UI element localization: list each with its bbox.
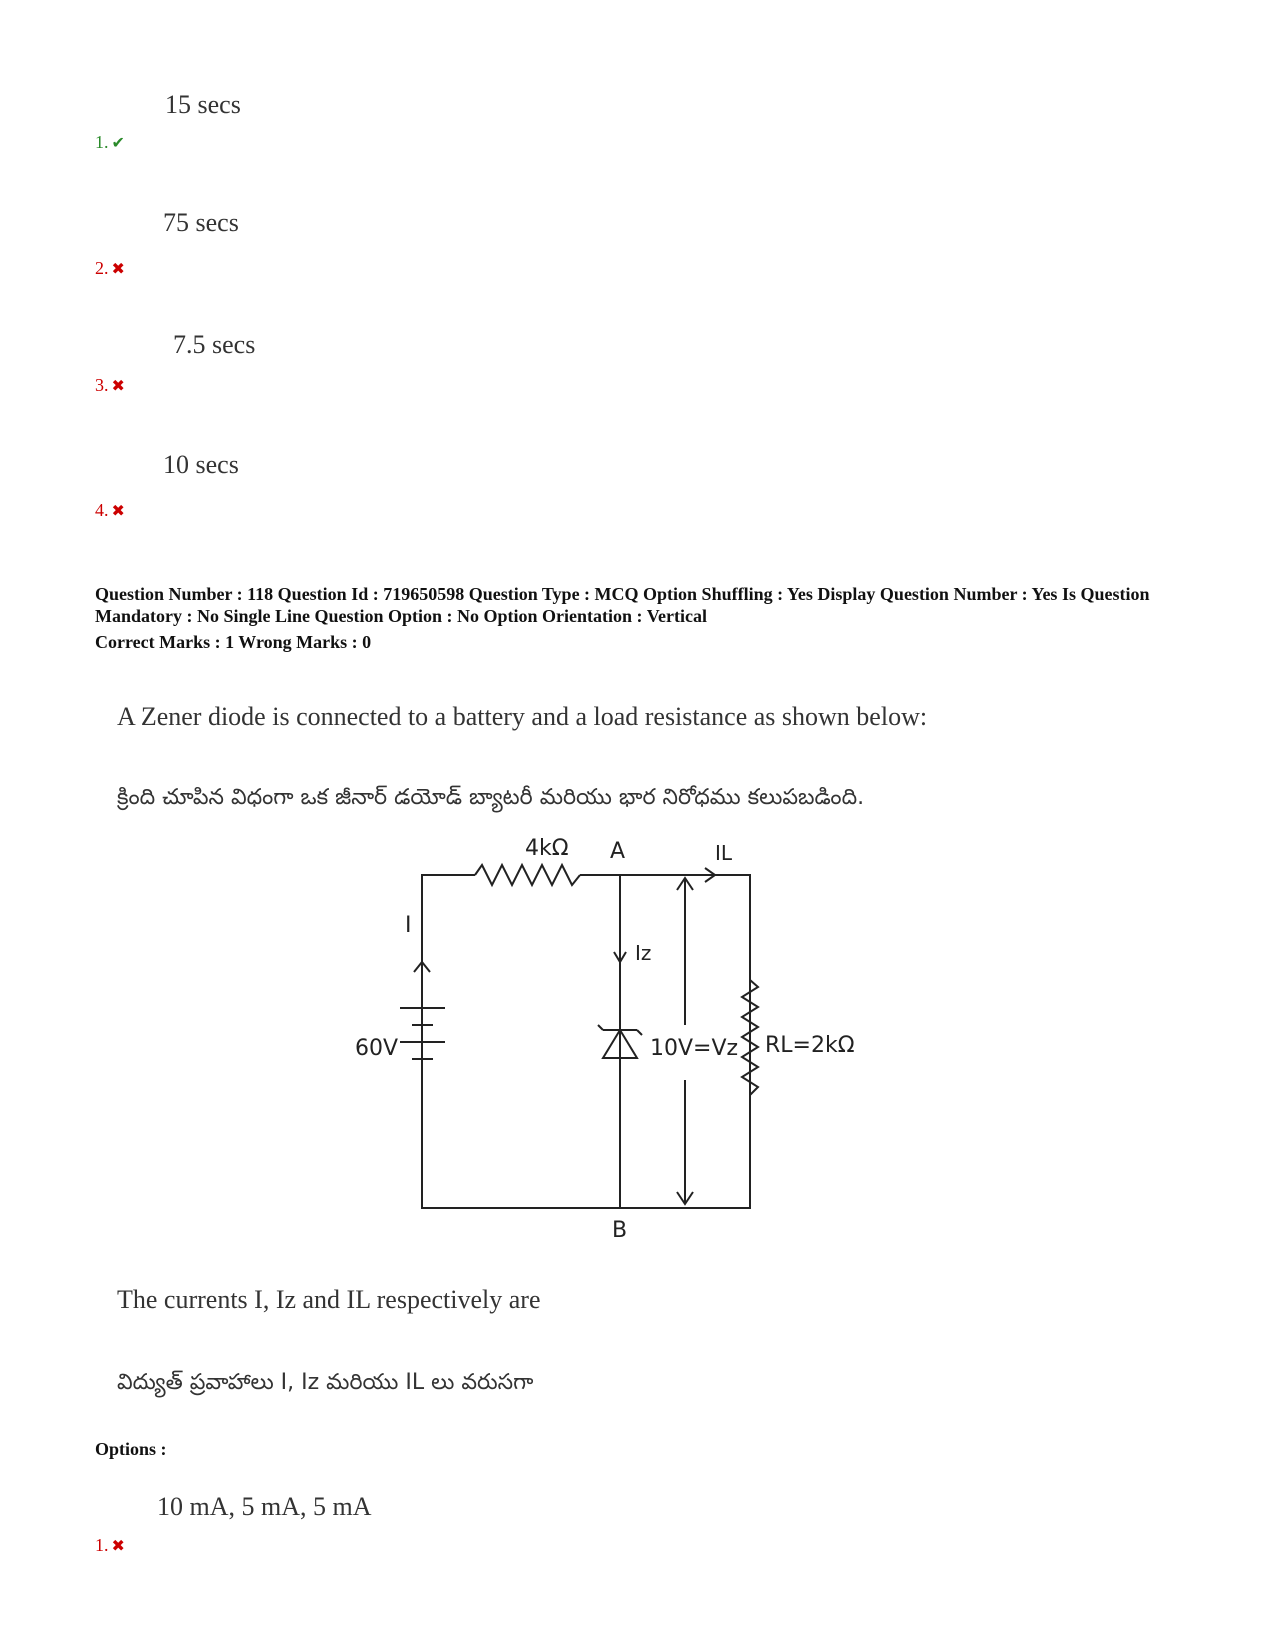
options-label: Options : — [95, 1439, 167, 1459]
prev-option-2-text: 75 secs — [163, 208, 239, 237]
label-vz: 10V=Vz — [650, 1036, 739, 1061]
marks-info: Correct Marks : 1 Wrong Marks : 0 — [95, 632, 372, 652]
resistor-4k — [475, 865, 580, 885]
question-text-te-2: విద్యుత్ ప్రవాహాలు I, Iz మరియు IL లు వరుసగా — [117, 1370, 534, 1395]
label-il: IL — [715, 841, 733, 865]
label-rl: RL=2kΩ — [765, 1033, 855, 1058]
label-4k: 4kΩ — [525, 836, 569, 861]
option-1-number: 1. ✖ — [95, 1535, 125, 1555]
question-text-te: క్రింది చూపిన విధంగా ఒక జీనార్ డయోడ్ బ్యాటరీ మరియు భార నిరోధము కలుపబడింది. — [117, 785, 865, 810]
label-node-b: B — [612, 1218, 628, 1243]
prev-option-3-number: 3. ✖ — [95, 375, 125, 395]
cross-icon: ✖ — [111, 261, 125, 278]
prev-option-4-number: 4. ✖ — [95, 500, 125, 520]
cross-icon: ✖ — [111, 378, 125, 395]
question-text-en: A Zener diode is connected to a battery and a load resistance as shown below: — [117, 702, 928, 731]
check-icon: ✔ — [111, 135, 125, 152]
question-text-en-2: The currents I, Iz and IL respectively are — [117, 1285, 541, 1314]
prev-option-3-text: 7.5 secs — [173, 330, 256, 359]
prev-option-4-text: 10 secs — [163, 450, 239, 479]
prev-option-2-number: 2. ✖ — [95, 258, 125, 278]
label-iz: Iz — [635, 941, 652, 965]
question-meta: Question Number : 118 Question Id : 719650598 Question Type : MCQ Option Shuffling : Yes Display Question Number : Yes Is Question Mandatory : No Single Line Question Option : No Option Orientation : Vertical — [95, 584, 1150, 626]
label-node-a: A — [610, 839, 626, 864]
option-1-text: 10 mA, 5 mA, 5 mA — [157, 1492, 372, 1521]
cross-icon: ✖ — [111, 1538, 125, 1555]
label-60v: 60V — [355, 1036, 399, 1061]
prev-option-1-number: 1. ✔ — [95, 132, 125, 152]
prev-option-1-text: 15 secs — [165, 90, 241, 119]
label-i: I — [405, 913, 412, 938]
cross-icon: ✖ — [111, 503, 125, 520]
zener-circuit-diagram — [350, 830, 870, 1250]
